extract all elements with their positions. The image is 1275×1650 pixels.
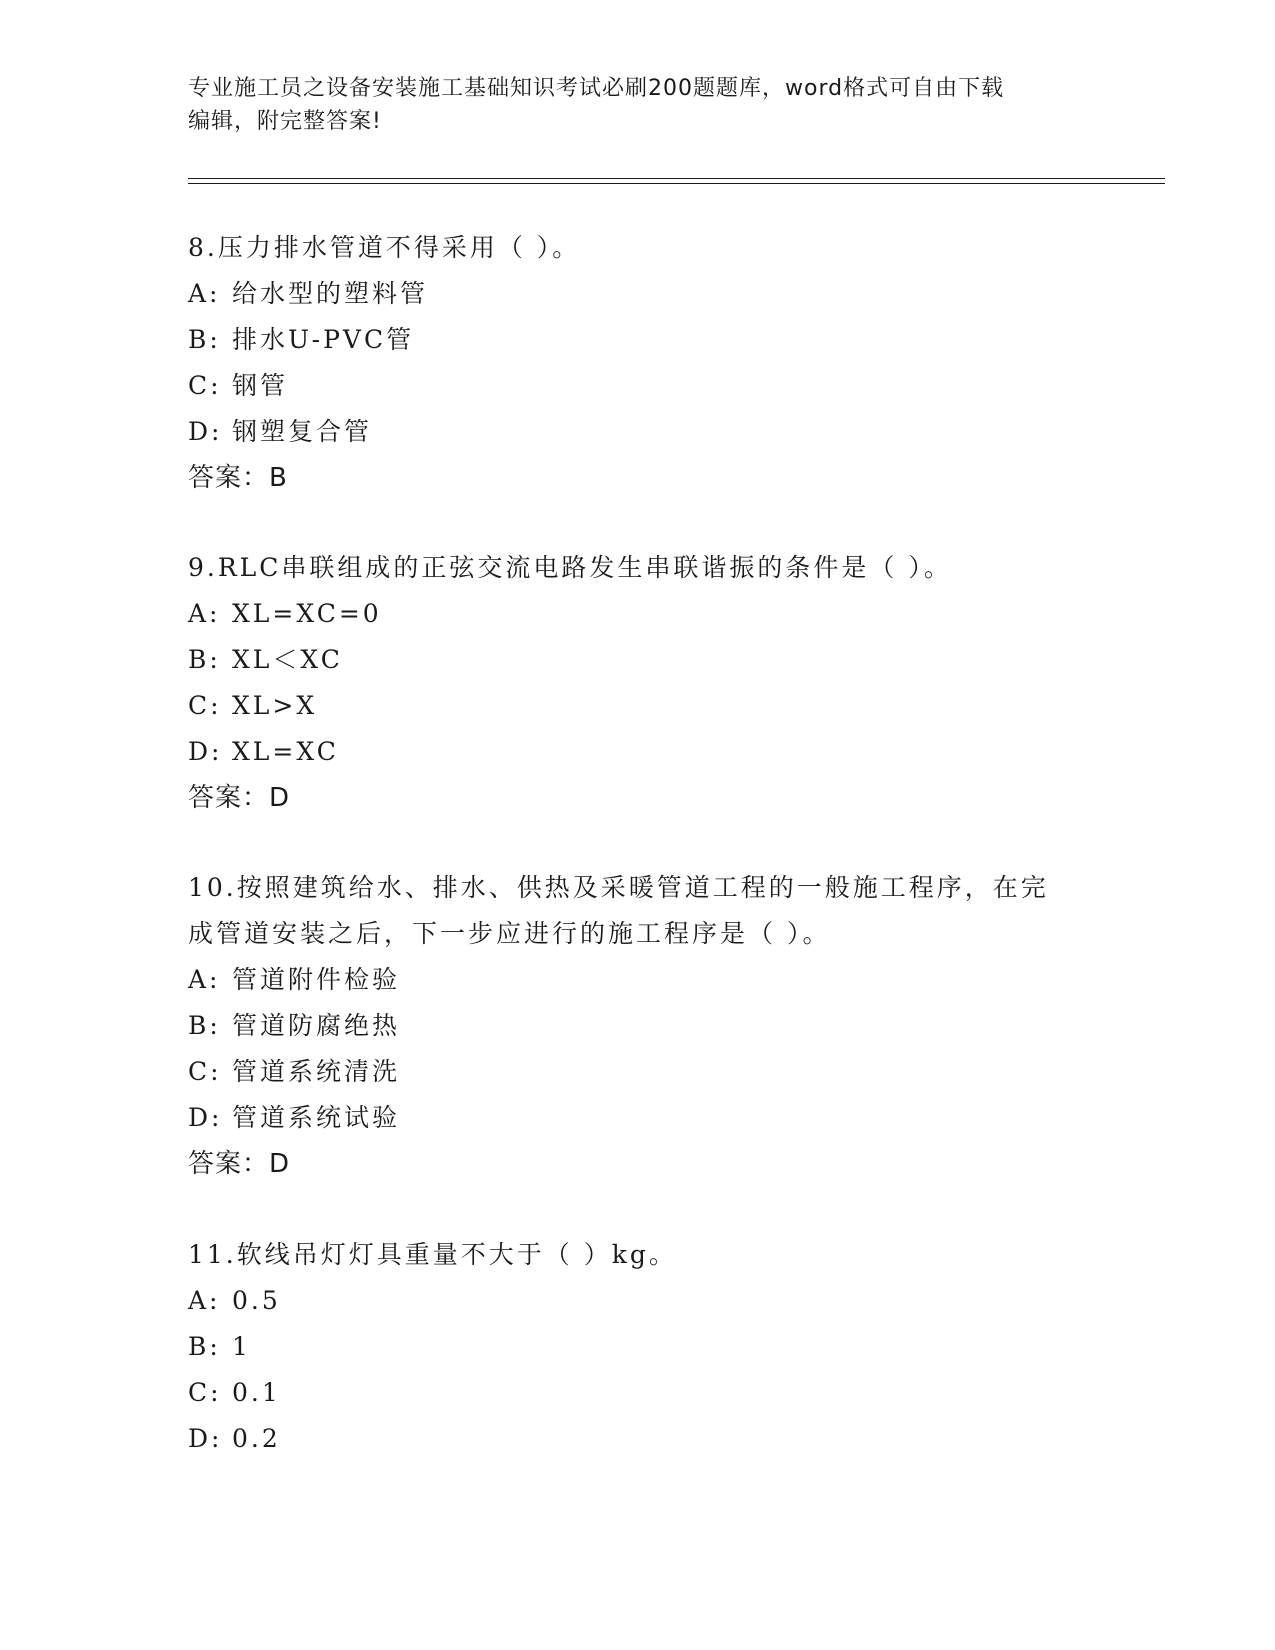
option-text: 0.5 xyxy=(232,1286,281,1315)
option-label: D: xyxy=(188,417,223,446)
option-c xyxy=(188,1370,1088,1416)
option-label: C: xyxy=(188,1057,222,1086)
option-label: A: xyxy=(188,965,221,994)
header-divider-top xyxy=(188,178,1165,179)
option-label: A: xyxy=(188,1286,221,1315)
question-stem-line-1: 10.按照建筑给水、排水、供热及采暖管道工程的一般施工程序，在完 xyxy=(188,873,1049,902)
option-label: C: xyxy=(188,1378,222,1407)
option-label: A: xyxy=(188,279,221,308)
option-c xyxy=(188,363,1088,409)
option-label: C: xyxy=(188,691,222,720)
option-text: 管道附件检验 xyxy=(232,965,401,994)
header-line-1: 专业施工员之设备安装施工基础知识考试必刷200题题库，word格式可自由下载 xyxy=(188,76,1005,101)
answer: 答案：B xyxy=(188,463,288,493)
option-text: XL＜XC xyxy=(232,645,343,674)
option-b xyxy=(188,1003,1088,1049)
option-a xyxy=(188,957,1088,1003)
option-label: B: xyxy=(188,1332,221,1361)
header-line-2: 编辑，附完整答案! xyxy=(188,109,382,134)
option-text: 钢管 xyxy=(232,371,289,400)
option-text: 钢塑复合管 xyxy=(232,417,373,446)
option-label: B: xyxy=(188,645,221,674)
question-stem: 9.RLC串联组成的正弦交流电路发生串联谐振的条件是（ ）。 xyxy=(188,553,952,582)
question-stem-line-2: 成管道安装之后，下一步应进行的施工程序是（ ）。 xyxy=(188,919,831,948)
option-text: 排水U-PVC管 xyxy=(232,325,415,354)
answer: 答案：D xyxy=(188,1149,291,1179)
option-label: A: xyxy=(188,599,221,628)
option-d xyxy=(188,1095,1088,1141)
option-b xyxy=(188,1324,1088,1370)
header-divider-bottom xyxy=(188,183,1165,184)
option-text: 1 xyxy=(232,1332,251,1361)
option-label: B: xyxy=(188,325,221,354)
option-text: 0.1 xyxy=(232,1378,281,1407)
question-stem: 11.软线吊灯灯具重量不大于（ ）kg。 xyxy=(188,1240,677,1269)
option-text: 给水型的塑料管 xyxy=(232,279,429,308)
option-text: 管道系统试验 xyxy=(232,1103,401,1132)
question-9 xyxy=(188,545,1088,821)
option-c xyxy=(188,683,1088,729)
option-d xyxy=(188,1416,1088,1462)
option-a xyxy=(188,271,1088,317)
option-b xyxy=(188,637,1088,683)
option-b xyxy=(188,317,1088,363)
option-c xyxy=(188,1049,1088,1095)
question-8 xyxy=(188,225,1088,501)
question-stem: 8.压力排水管道不得采用（ ）。 xyxy=(188,233,581,262)
document-header xyxy=(188,72,1088,138)
option-d xyxy=(188,409,1088,455)
option-text: XL=XC=0 xyxy=(232,599,382,628)
question-10 xyxy=(188,865,1088,1187)
option-d xyxy=(188,729,1088,775)
question-11 xyxy=(188,1232,1088,1462)
option-text: 管道系统清洗 xyxy=(232,1057,401,1086)
option-label: C: xyxy=(188,371,222,400)
option-label: D: xyxy=(188,1103,223,1132)
answer: 答案：D xyxy=(188,783,291,813)
option-text: XL>X xyxy=(232,691,318,720)
option-text: XL=XC xyxy=(232,737,339,766)
option-text: 管道防腐绝热 xyxy=(232,1011,401,1040)
option-a xyxy=(188,591,1088,637)
option-label: B: xyxy=(188,1011,221,1040)
option-label: D: xyxy=(188,737,223,766)
option-label: D: xyxy=(188,1424,223,1453)
option-a xyxy=(188,1278,1088,1324)
option-text: 0.2 xyxy=(232,1424,281,1453)
